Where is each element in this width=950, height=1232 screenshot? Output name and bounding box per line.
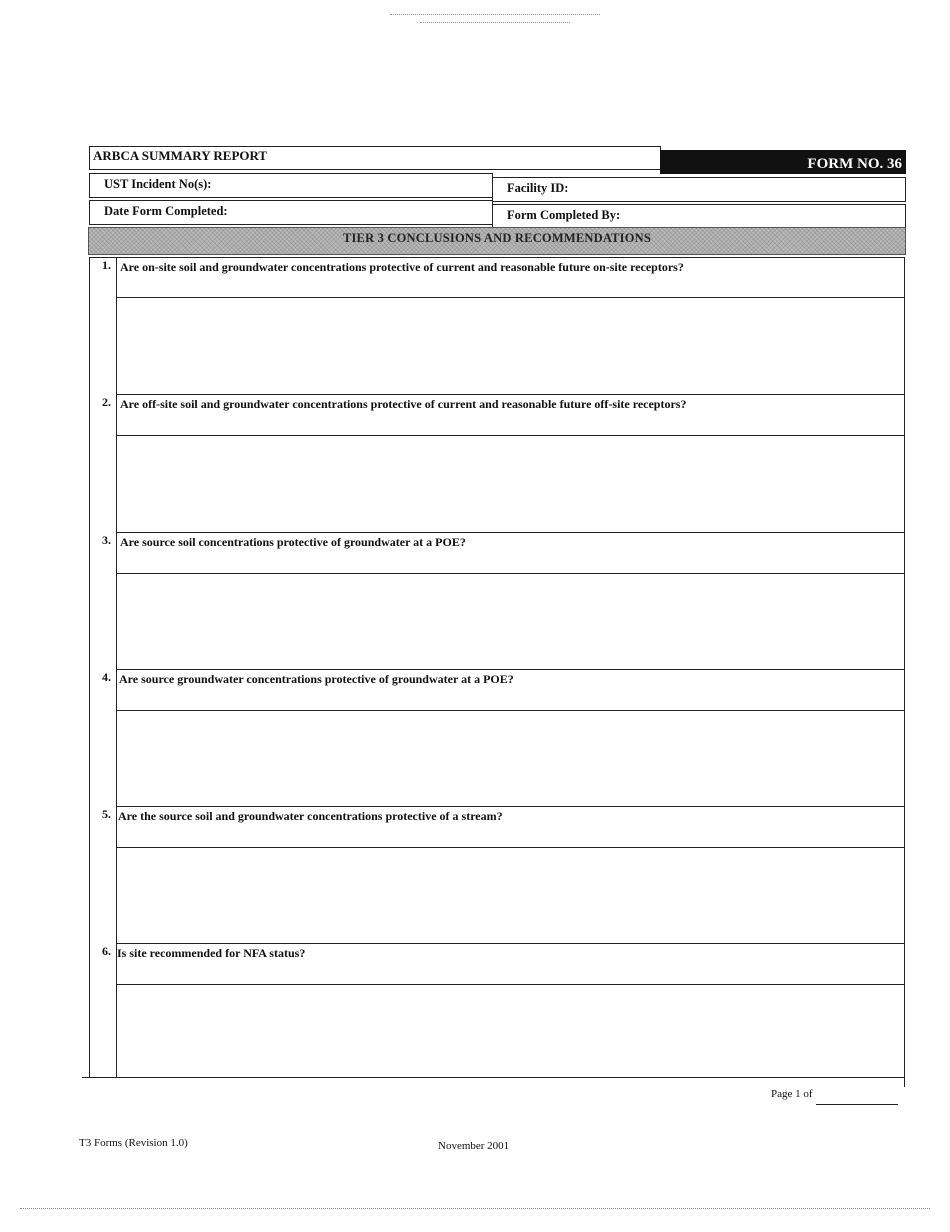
question-number: 1. bbox=[102, 258, 111, 272]
footer-date: November 2001 bbox=[438, 1140, 510, 1152]
question-number: 2. bbox=[102, 395, 111, 409]
answer-line bbox=[116, 573, 904, 574]
question-4 bbox=[89, 669, 904, 806]
incident-label: UST Incident No(s): bbox=[104, 177, 212, 191]
answer-line bbox=[116, 984, 904, 985]
answer-line bbox=[116, 297, 904, 298]
table-bottom-border bbox=[82, 1077, 904, 1078]
question-text: Is site recommended for NFA status? bbox=[117, 946, 306, 960]
facility-id-label: Facility ID: bbox=[507, 181, 569, 195]
facility-id-field[interactable] bbox=[492, 177, 906, 202]
question-1 bbox=[89, 257, 904, 394]
scan-artifact-top-2 bbox=[420, 22, 570, 23]
answer-line bbox=[116, 710, 904, 711]
date-completed-field[interactable] bbox=[89, 200, 493, 225]
scan-artifact-bottom bbox=[20, 1208, 930, 1209]
question-number: 4. bbox=[102, 670, 111, 684]
question-6 bbox=[89, 943, 904, 1077]
forms-revision: T3 Forms (Revision 1.0) bbox=[79, 1137, 188, 1149]
question-number: 5. bbox=[102, 807, 111, 821]
question-text: Are source groundwater concentrations protective of groundwater at a POE? bbox=[119, 672, 514, 686]
scan-artifact-top bbox=[390, 14, 600, 15]
answer-area[interactable] bbox=[117, 437, 903, 529]
completed-by-field[interactable] bbox=[492, 204, 906, 229]
question-number: 6. bbox=[102, 944, 111, 958]
incident-field[interactable] bbox=[89, 173, 493, 198]
answer-area[interactable] bbox=[117, 712, 903, 804]
question-2 bbox=[89, 394, 904, 532]
question-text: Are source soil concentrations protective of groundwater at a POE? bbox=[120, 535, 466, 549]
question-number: 3. bbox=[102, 533, 111, 547]
answer-line bbox=[116, 435, 904, 436]
completed-by-label: Form Completed By: bbox=[507, 208, 621, 222]
question-text: Are off-site soil and groundwater concentrations protective of current and reasonable future off-site receptors? bbox=[120, 397, 687, 411]
question-3 bbox=[89, 532, 904, 669]
page-total-field[interactable] bbox=[816, 1104, 898, 1105]
section-title-band: TIER 3 CONCLUSIONS AND RECOMMENDATIONS bbox=[88, 227, 906, 255]
answer-line bbox=[116, 847, 904, 848]
page-label: Page 1 of bbox=[771, 1088, 813, 1100]
date-completed-label: Date Form Completed: bbox=[104, 204, 228, 218]
answer-area[interactable] bbox=[117, 299, 903, 391]
table-right-border bbox=[904, 257, 905, 1087]
answer-area[interactable] bbox=[117, 986, 903, 1074]
answer-area[interactable] bbox=[117, 849, 903, 941]
answer-area[interactable] bbox=[117, 575, 903, 667]
report-title: ARBCA SUMMARY REPORT bbox=[89, 146, 661, 170]
question-5 bbox=[89, 806, 904, 943]
question-text: Are on-site soil and groundwater concentrations protective of current and reasonable future on-site receptors? bbox=[120, 260, 684, 274]
form-number-badge: FORM NO. 36 bbox=[660, 150, 906, 174]
question-text: Are the source soil and groundwater concentrations protective of a stream? bbox=[118, 809, 503, 823]
